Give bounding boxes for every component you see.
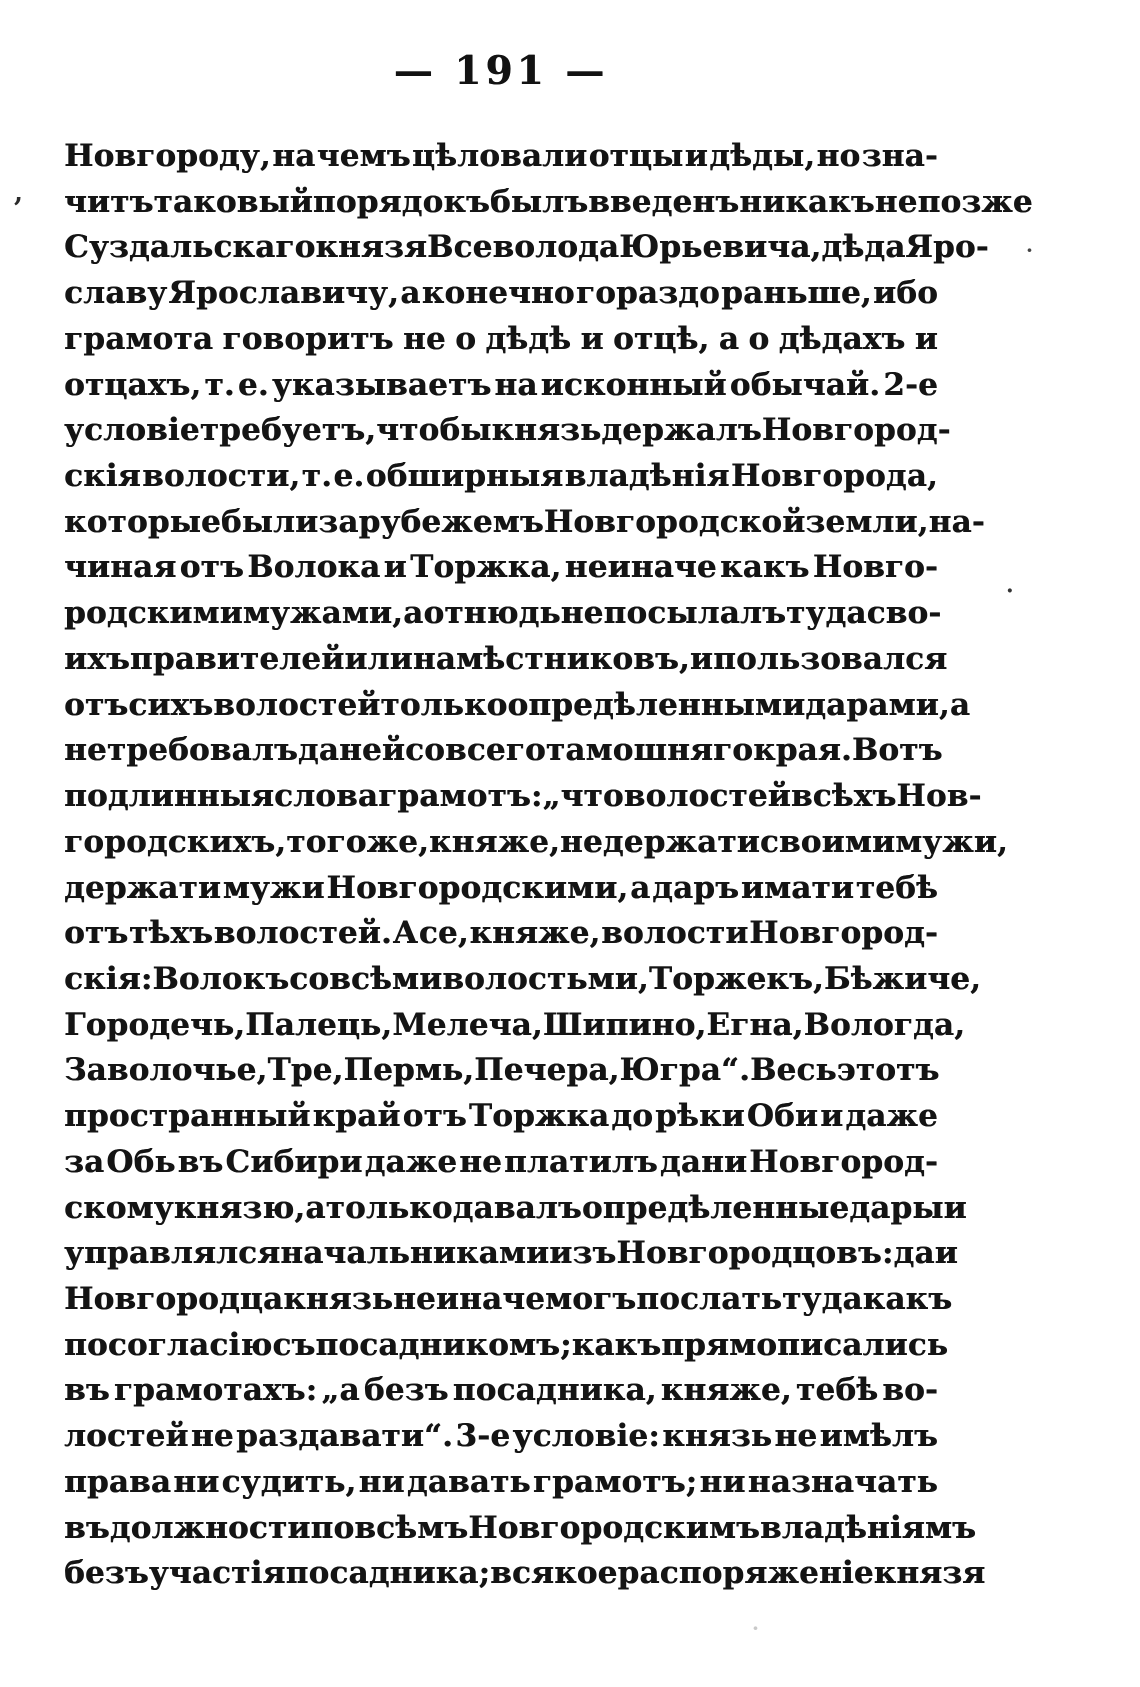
text-line: въ грамотахъ: „а безъ посадника, княже, тебѣ во- bbox=[64, 1372, 938, 1409]
text-line: права ни судить, ни давать грамотъ; ни назначать bbox=[64, 1463, 938, 1500]
text-line: отцахъ, т. е. указываетъ на исконный обычай. 2-е bbox=[64, 366, 938, 403]
text-line: не требовалъ даней со всего тамошняго края. Вотъ bbox=[64, 732, 943, 769]
text-line: въ должности по всѣмъ Новгородскимъ владѣніямъ bbox=[64, 1509, 976, 1546]
text-block bbox=[64, 134, 1033, 1597]
text-line: Суздальскаго князя Всеволода Юрьевича, дѣда Яро- bbox=[64, 229, 989, 266]
text-line: читъ таковый порядокъ былъ введенъ никакъ не позже bbox=[64, 183, 1033, 220]
text-line: Заволочье, Тре, Пермь, Печера, Югра“. Весь этотъ bbox=[64, 1052, 940, 1089]
text-line: Новгороду, на чемъ цѣловали отцы и дѣды, но зна- bbox=[64, 138, 938, 174]
text-line: скія: Волокъ со всѣми волостьми, Торжекъ, Бѣжиче, bbox=[64, 960, 982, 997]
text-line: скому князю, а только давалъ опредѣленные дары и bbox=[64, 1189, 967, 1226]
text-line: которые были за рубежемъ Новгородской земли, на- bbox=[64, 503, 985, 540]
text-line: подлинныя слова грамотъ: „что волостей всѣхъ Нов- bbox=[64, 778, 982, 815]
scan-artifact: , bbox=[14, 178, 24, 208]
text-line: славу Ярославичу, а конечно гораздо раньше, ибо bbox=[64, 275, 938, 312]
text-line: ихъ правителей или намѣстниковъ, и пользовался bbox=[64, 640, 948, 677]
text-line: чиная отъ Волока и Торжка, неиначе какъ Новго- bbox=[64, 549, 938, 586]
text-line: городскихъ, того же, княже, недержати своими мужи, bbox=[64, 823, 1008, 860]
text-line: по согласію съ посадникомъ; какъ прямо писались bbox=[64, 1326, 949, 1363]
text-line: пространный край отъ Торжка до рѣки Оби и даже bbox=[64, 1098, 938, 1135]
text-line: управлялся начальниками изъ Новгородцовъ: да и bbox=[64, 1235, 958, 1272]
text-line: отъ сихъ волостей только опредѣленными дарами, а bbox=[64, 686, 971, 723]
text-line: отъ тѣхъ волостей. А се, княже, волости Новгород- bbox=[64, 915, 938, 952]
scan-artifact: · bbox=[752, 1616, 759, 1640]
page-number: — 191 — bbox=[393, 48, 609, 94]
scan-artifact: · bbox=[1006, 578, 1014, 604]
text-line: за Обь въ Сибири даже не платилъ дани Новгород- bbox=[64, 1143, 938, 1180]
text-line: Новгородца князь не иначе могъ послать туда какъ bbox=[64, 1280, 953, 1317]
text-line: условіе требуетъ, чтобы князь держалъ Новгород- bbox=[64, 412, 951, 449]
text-line: лостей не раздавати“. 3-е условіе: князь не имѣлъ bbox=[64, 1418, 938, 1455]
text-line: грамота говоритъ не о дѣдѣ и отцѣ, а о дѣдахъ и bbox=[64, 320, 938, 357]
text-line: родскими мужами, а отнюдь не посылалъ туда сво- bbox=[64, 595, 942, 632]
scan-artifact: · bbox=[1026, 238, 1033, 262]
text-line: скія волости, т. е. обширныя владѣнія Новгорода, bbox=[64, 458, 938, 495]
text-line: Городечь, Палець, Мелеча, Шипино, Егна, Вологда, bbox=[64, 1006, 966, 1043]
text-line: держати мужи Новгородскими, а даръ имати тебѣ bbox=[64, 869, 938, 906]
text-line: безъ участія посадника; всякое распоряженіе князя bbox=[64, 1555, 986, 1592]
